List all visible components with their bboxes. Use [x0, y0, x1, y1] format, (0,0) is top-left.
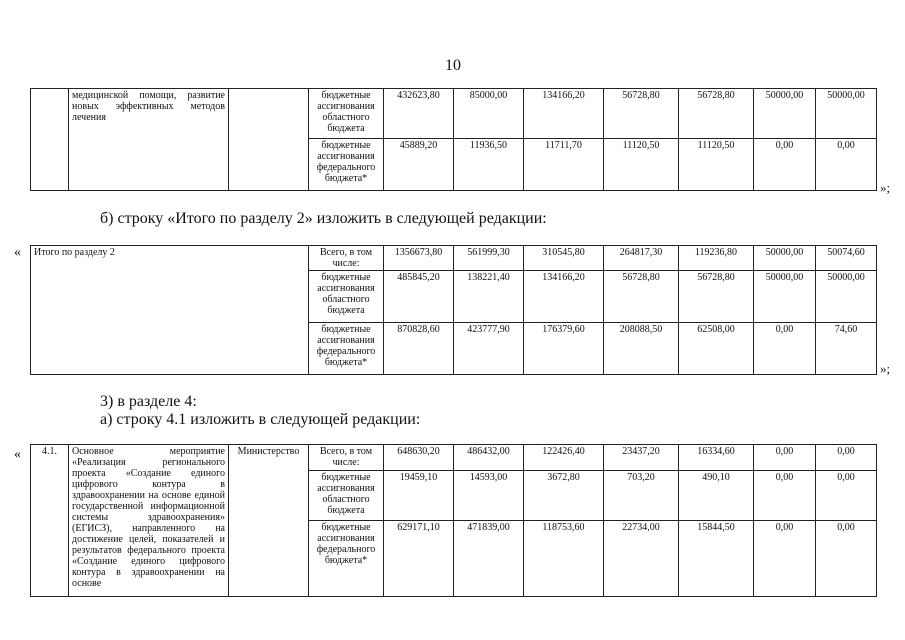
- description-cell: Основное мероприятие «Реализация регионального проекта «Создание единого цифрового контура в здравоохранении на основе единой государственной информационной системы здравоохранения» (ЕГИСЗ), направленного на достижение целей, показателей и результатов федерального проекта «Создание единого цифрового контура в здравоохранении на основе: [69, 445, 229, 597]
- value-cell: 1356673,80: [384, 246, 454, 271]
- value-cell: 56728,80: [604, 89, 679, 139]
- value-cell: 0,00: [754, 471, 816, 521]
- value-cell: 0,00: [754, 139, 816, 191]
- source-cell: Всего, в том числе:: [309, 246, 384, 271]
- number-cell: [31, 89, 69, 191]
- value-cell: 0,00: [754, 445, 816, 471]
- page-number: 10: [445, 57, 461, 74]
- value-cell: 50000,00: [754, 89, 816, 139]
- value-cell: 0,00: [816, 139, 877, 191]
- value-cell: 310545,80: [524, 246, 604, 271]
- value-cell: 50000,00: [816, 89, 877, 139]
- value-cell: 85000,00: [454, 89, 524, 139]
- value-cell: 471839,00: [454, 521, 524, 597]
- value-cell: 870828,60: [384, 323, 454, 375]
- source-cell: бюджетные ассигнования областного бюджета: [309, 89, 384, 139]
- source-cell: Всего, в том числе:: [309, 445, 384, 471]
- heading-section-4: 3) в разделе 4:: [100, 393, 197, 410]
- heading-b: б) строку «Итого по разделу 2» изложить в следующей редакции:: [100, 210, 547, 227]
- table-row: [31, 445, 877, 471]
- value-cell: 50000,00: [754, 246, 816, 271]
- value-cell: 16334,60: [679, 445, 754, 471]
- heading-a: а) строку 4.1 изложить в следующей редакции:: [100, 411, 421, 428]
- table-row-4-1: [30, 444, 877, 597]
- opening-quote: «: [14, 245, 21, 260]
- source-cell: бюджетные ассигнования федерального бюджета*: [309, 139, 384, 191]
- source-cell: бюджетные ассигнования федерального бюджета*: [309, 323, 384, 375]
- label-cell: Итого по разделу 2: [31, 246, 309, 375]
- value-cell: 74,60: [816, 323, 877, 375]
- value-cell: 14593,00: [454, 471, 524, 521]
- opening-quote: «: [14, 447, 21, 462]
- value-cell: 56728,80: [679, 271, 754, 323]
- value-cell: 264817,30: [604, 246, 679, 271]
- value-cell: 0,00: [754, 521, 816, 597]
- number-cell: 4.1.: [31, 445, 69, 597]
- executor-cell: Министерство: [229, 445, 309, 597]
- value-cell: 134166,20: [524, 89, 604, 139]
- value-cell: 176379,60: [524, 323, 604, 375]
- value-cell: 19459,10: [384, 471, 454, 521]
- value-cell: 23437,20: [604, 445, 679, 471]
- source-cell: бюджетные ассигнования федерального бюджета*: [309, 521, 384, 597]
- value-cell: 45889,20: [384, 139, 454, 191]
- value-cell: 50000,00: [754, 271, 816, 323]
- value-cell: 703,20: [604, 471, 679, 521]
- value-cell: 486432,00: [454, 445, 524, 471]
- table-row: [31, 89, 877, 139]
- source-cell: бюджетные ассигнования областного бюджета: [309, 471, 384, 521]
- value-cell: 11120,50: [679, 139, 754, 191]
- value-cell: 561999,30: [454, 246, 524, 271]
- value-cell: 50074,60: [816, 246, 877, 271]
- value-cell: 490,10: [679, 471, 754, 521]
- value-cell: 0,00: [754, 323, 816, 375]
- closing-quote: »;: [880, 180, 891, 195]
- value-cell: 62508,00: [679, 323, 754, 375]
- value-cell: 0,00: [816, 521, 877, 597]
- value-cell: 56728,80: [604, 271, 679, 323]
- value-cell: 0,00: [816, 471, 877, 521]
- executor-cell: [229, 89, 309, 191]
- closing-quote: »;: [880, 361, 891, 376]
- source-cell: бюджетные ассигнования областного бюджета: [309, 271, 384, 323]
- value-cell: 0,00: [816, 445, 877, 471]
- value-cell: 138221,40: [454, 271, 524, 323]
- value-cell: 50000,00: [816, 271, 877, 323]
- value-cell: 119236,80: [679, 246, 754, 271]
- value-cell: 432623,80: [384, 89, 454, 139]
- value-cell: 208088,50: [604, 323, 679, 375]
- value-cell: 423777,90: [454, 323, 524, 375]
- table-continuation: [30, 88, 877, 191]
- value-cell: 11120,50: [604, 139, 679, 191]
- table-section-total: [30, 245, 877, 375]
- value-cell: 485845,20: [384, 271, 454, 323]
- value-cell: 56728,80: [679, 89, 754, 139]
- value-cell: 648630,20: [384, 445, 454, 471]
- value-cell: 134166,20: [524, 271, 604, 323]
- value-cell: 11936,50: [454, 139, 524, 191]
- value-cell: 3672,80: [524, 471, 604, 521]
- value-cell: 122426,40: [524, 445, 604, 471]
- value-cell: 118753,60: [524, 521, 604, 597]
- value-cell: 15844,50: [679, 521, 754, 597]
- description-cell: медицинской помощи, развитие новых эффективных методов лечения: [69, 89, 229, 191]
- value-cell: 629171,10: [384, 521, 454, 597]
- value-cell: 11711,70: [524, 139, 604, 191]
- table-row: [31, 246, 877, 271]
- value-cell: 22734,00: [604, 521, 679, 597]
